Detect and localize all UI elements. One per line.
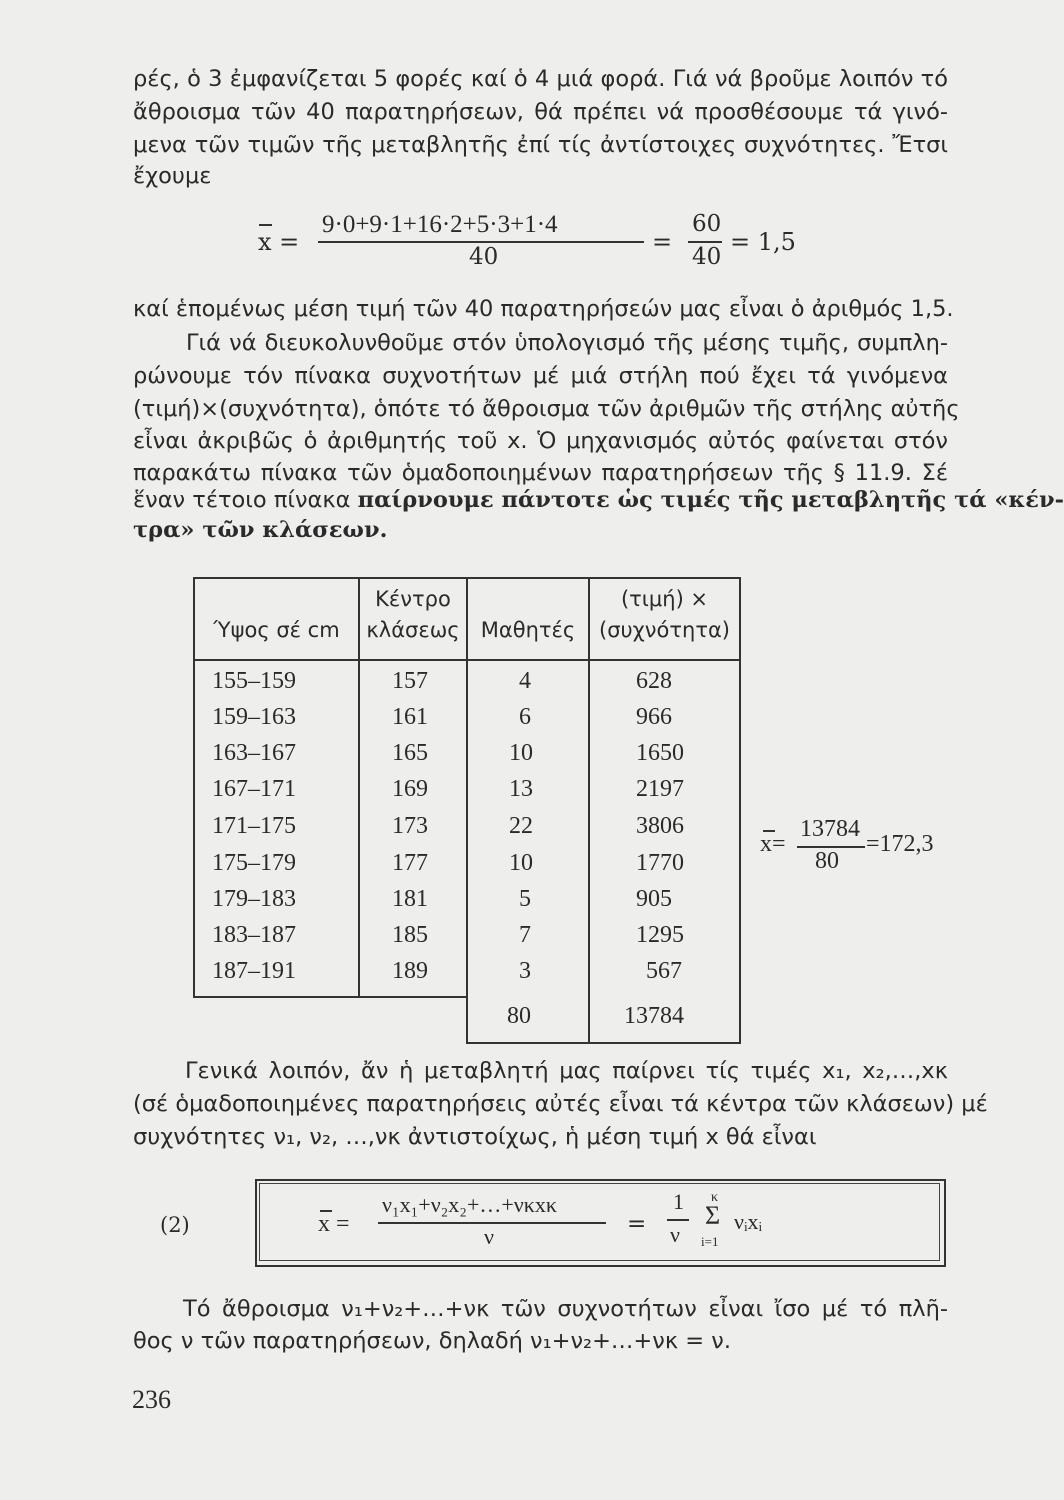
- table-col-border: [588, 577, 590, 1044]
- paragraph-line: [133, 487, 1064, 513]
- total-product: 13784: [624, 1003, 684, 1029]
- cell-product: 3806: [636, 813, 684, 839]
- cell-students: 13: [509, 776, 533, 802]
- side-formula-lhs: x=: [760, 831, 786, 857]
- cell-product: 1770: [636, 850, 684, 876]
- formula-denominator: 40: [469, 244, 499, 270]
- cell-product: 966: [636, 704, 672, 730]
- paragraph-line: εἶναι ἀκριβῶς ὁ ἀριθμητής τοῦ x. Ὁ μηχανισμός αὐτός φαίνεται στόν: [133, 428, 948, 454]
- cell-center: 161: [392, 704, 428, 730]
- text-bold: παίρνουμε πάντοτε ὡς τιμές τῆς μεταβλητῆς τά «κέν-: [357, 487, 1064, 513]
- formula2-equals: =: [627, 1211, 647, 1237]
- paragraph-line: ρώνουμε τόν πίνακα συχνοτήτων μέ μιά στήλη πού ἔχει τά γινόμενα: [133, 363, 948, 389]
- paragraph-line: Γιά νά διευκολυνθοῦμε στόν ὑπολογισμό τῆς μέσης τιμῆς, συμπλη-: [186, 330, 948, 356]
- paragraph-line: καί ἑπομένως μέση τιμή τῶν 40 παρατηρήσεών μας εἶναι ὁ ἀριθμός 1,5.: [133, 296, 954, 322]
- table-total-border: [467, 1042, 740, 1044]
- page-number: 236: [132, 1385, 171, 1414]
- cell-students: 10: [509, 850, 533, 876]
- formula2-denominator: ν: [484, 1224, 494, 1249]
- header-class-center-1: Κέντρο: [375, 587, 451, 611]
- cell-students: 5: [519, 886, 531, 912]
- header-product-1: (τιμή) ×: [620, 587, 709, 611]
- formula-numerator-2: 60: [692, 211, 722, 237]
- cell-students: 4: [519, 668, 531, 694]
- paragraph-line: ἔχουμε: [133, 163, 212, 189]
- paragraph-line: παρακάτω πίνακα τῶν ὁμαδοποιημένων παρατηρήσεων τῆς § 11.9. Σέ: [133, 460, 948, 486]
- paragraph-line: Τό ἄθροισμα ν₁+ν₂+…+νκ τῶν συχνοτήτων εἶναι ἴσο μέ τό πλῆ-: [183, 1296, 948, 1322]
- paragraph-line: μενα τῶν τιμῶν τῆς μεταβλητῆς ἐπί τίς ἀντίστοιχες συχνότητες. Ἔτσι: [133, 132, 948, 158]
- side-formula-result: =172,3: [866, 831, 934, 857]
- cell-center: 157: [392, 668, 428, 694]
- cell-center: 165: [392, 740, 428, 766]
- header-students: Μαθητές: [480, 618, 576, 642]
- cell-range: 163–167: [212, 740, 296, 766]
- cell-product: 2197: [636, 776, 684, 802]
- paragraph-line-bold: τρα» τῶν κλάσεων.: [133, 517, 388, 543]
- cell-students: 22: [509, 813, 533, 839]
- sum-upper-limit: κ: [711, 1190, 719, 1205]
- formula-lhs: x =: [258, 228, 300, 256]
- cell-range: 167–171: [212, 776, 296, 802]
- cell-center: 189: [392, 958, 428, 984]
- header-product-2: (συχνότητα): [599, 618, 730, 642]
- paragraph-line: Γενικά λοιπόν, ἄν ἡ μεταβλητή μας παίρνει τίς τιμές x₁, x₂,…,xκ: [185, 1058, 948, 1084]
- formula-equals: =: [652, 228, 673, 256]
- table-bottom-border: [193, 996, 467, 998]
- total-students: 80: [507, 1003, 531, 1029]
- cell-product: 567: [646, 958, 682, 984]
- formula-result: = 1,5: [730, 228, 796, 256]
- sum-lower-limit: i=1: [701, 1234, 719, 1249]
- formula-label: (2): [160, 1213, 190, 1237]
- fraction-bar: [667, 1219, 689, 1221]
- cell-range: 159–163: [212, 704, 296, 730]
- table-col-border: [466, 577, 468, 1044]
- header-class-center-2: κλάσεως: [366, 618, 460, 642]
- text-normal: ἕναν τέτοιο πίνακα: [133, 487, 358, 513]
- fraction-bar: [318, 241, 644, 243]
- cell-center: 177: [392, 850, 428, 876]
- cell-product: 1650: [636, 740, 684, 766]
- paragraph-line: ἄθροισμα τῶν 40 παρατηρήσεων, θά πρέπει νά προσθέσουμε τά γινό-: [133, 99, 948, 125]
- cell-range: 179–183: [212, 886, 296, 912]
- formula2-nu: ν: [670, 1222, 680, 1247]
- sum-term: νᵢxᵢ: [734, 1209, 763, 1234]
- formula2-lhs: x =: [318, 1211, 350, 1237]
- cell-range: 183–187: [212, 922, 296, 948]
- sum-sigma: Σ: [705, 1201, 721, 1230]
- cell-center: 185: [392, 922, 428, 948]
- header-height: Ύψος σέ cm: [213, 618, 340, 642]
- cell-students: 7: [519, 922, 531, 948]
- cell-range: 175–179: [212, 850, 296, 876]
- cell-range: 155–159: [212, 668, 296, 694]
- formula-denominator-2: 40: [692, 244, 722, 270]
- cell-students: 3: [519, 958, 531, 984]
- formula2-numerator: ν₁x₁+ν₂x₂+…+νκxκ: [382, 1192, 557, 1217]
- cell-range: 171–175: [212, 813, 296, 839]
- paragraph-line: (τιμή)×(συχνότητα), ὁπότε τό ἄθροισμα τῶν ἀριθμῶν τῆς στήλης αὐτῆς: [133, 396, 960, 422]
- paragraph-line: συχνότητες ν₁, ν₂, …,νκ ἀντιστοίχως, ἡ μέση τιμή x θά εἶναι: [133, 1124, 817, 1150]
- cell-product: 905: [636, 886, 672, 912]
- paragraph-line: θος ν τῶν παρατηρήσεων, δηλαδή ν₁+ν₂+…+νκ = ν.: [133, 1328, 731, 1354]
- table-col-border: [739, 577, 741, 1044]
- fraction-bar: [688, 241, 722, 243]
- overline: [259, 224, 272, 226]
- cell-range: 187–191: [212, 958, 296, 984]
- cell-students: 6: [519, 704, 531, 730]
- formula2-one: 1: [673, 1189, 684, 1214]
- cell-center: 181: [392, 886, 428, 912]
- cell-students: 10: [509, 740, 533, 766]
- side-formula-numerator: 13784: [800, 816, 860, 842]
- formula-numerator: 9·0+9·1+16·2+5·3+1·4: [322, 211, 558, 238]
- cell-center: 173: [392, 813, 428, 839]
- paragraph-line: (σέ ὁμαδοποιημένες παρατηρήσεις αὐτές εἶναι τά κέντρα τῶν κλάσεων) μέ: [133, 1091, 988, 1117]
- cell-product: 628: [636, 668, 672, 694]
- cell-product: 1295: [636, 922, 684, 948]
- cell-center: 169: [392, 776, 428, 802]
- side-formula-denominator: 80: [815, 848, 839, 874]
- paragraph-line: ρές, ὁ 3 ἐμφανίζεται 5 φορές καί ὁ 4 μιά φορά. Γιά νά βροῦμε λοιπόν τό: [133, 66, 948, 92]
